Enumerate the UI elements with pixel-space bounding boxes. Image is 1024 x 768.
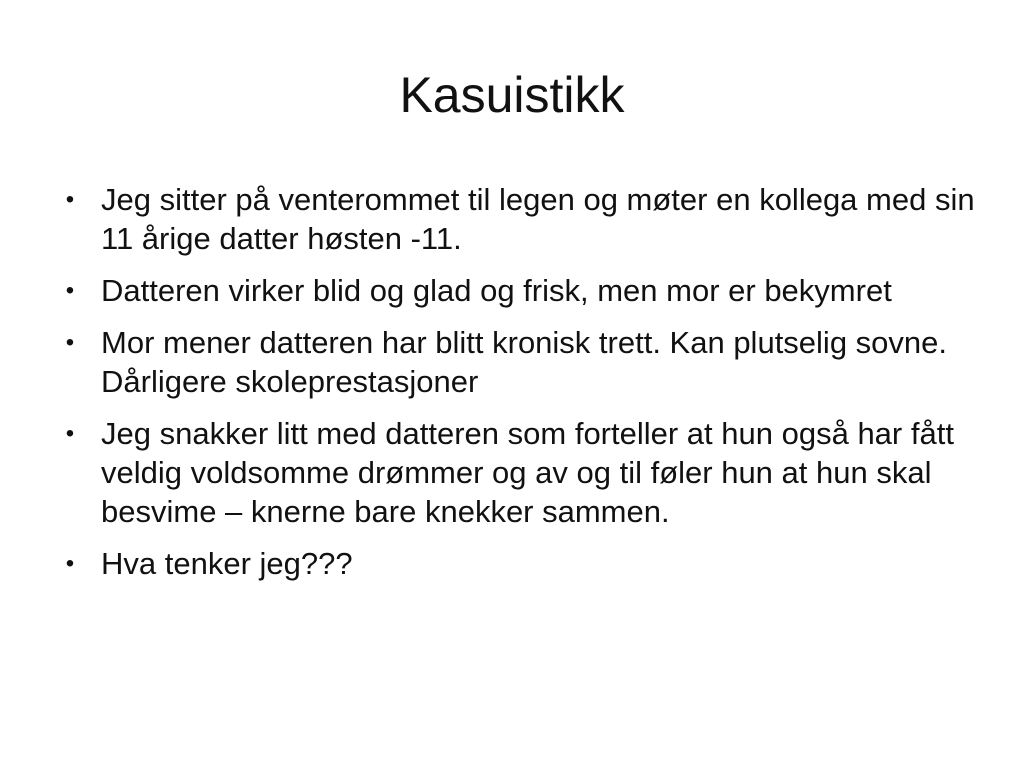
- bullet-text: Datteren virker blid og glad og frisk, men mor er bekymret: [101, 273, 892, 308]
- bullet-text: Hva tenker jeg???: [101, 546, 353, 581]
- bullet-item: [56, 271, 976, 310]
- bullet-text: Jeg snakker litt med datteren som forteller at hun også har fått veldig voldsomme drømmer og av og til føler hun at hun skal besvime – knerne bare knekker sammen.: [101, 416, 954, 529]
- bullet-item: [56, 544, 976, 583]
- bullet-icon: •: [65, 329, 75, 356]
- bullet-text: Jeg sitter på venterommet til legen og møter en kollega med sin 11 årige datter høsten -11.: [101, 182, 975, 256]
- bullet-icon: •: [65, 277, 75, 304]
- slide-title: Kasuistikk: [399, 67, 625, 123]
- bullet-text: Mor mener datteren har blitt kronisk trett. Kan plutselig sovne. Dårligere skoleprestasjoner: [101, 325, 948, 399]
- bullet-icon: •: [65, 186, 75, 213]
- bullet-item: [56, 323, 976, 401]
- bullet-list: [56, 180, 976, 596]
- bullet-icon: •: [65, 550, 75, 577]
- bullet-icon: •: [65, 420, 75, 447]
- bullet-item: [56, 414, 976, 531]
- bullet-item: [56, 180, 976, 258]
